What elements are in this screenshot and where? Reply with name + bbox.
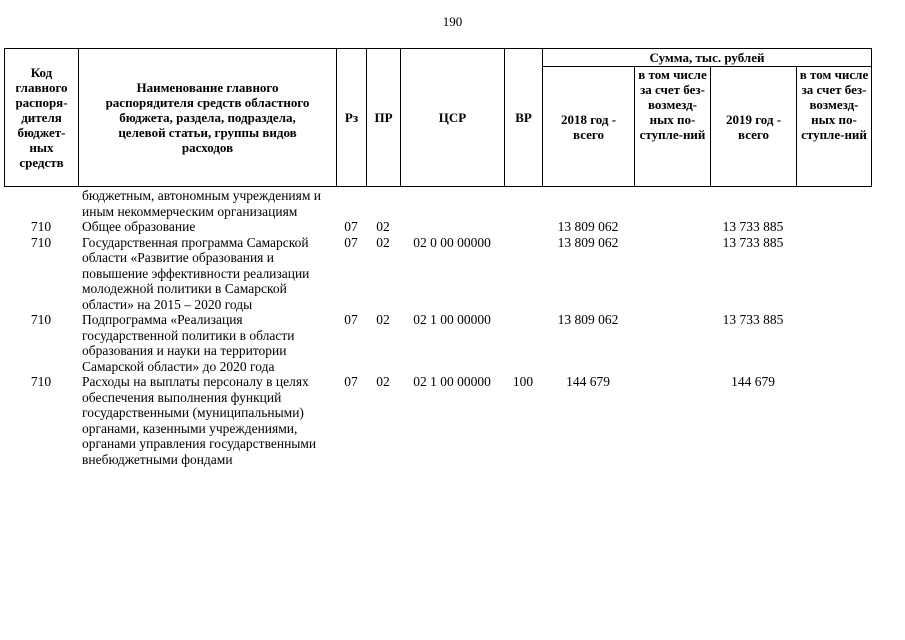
header-csr: ЦСР xyxy=(401,49,505,187)
table-row xyxy=(4,374,871,467)
row-name: Расходы на выплаты персоналу в целях обеспечения выполнения функций государственными (муниципальными) органами, казенными учреждениями, органами управления государственными внебюджетными фондами xyxy=(82,374,317,467)
row-2019-free xyxy=(796,188,871,219)
row-csr: 02 1 00 00000 xyxy=(413,312,491,327)
row-2018-total: 13 809 062 xyxy=(557,234,619,250)
row-vr xyxy=(504,188,542,219)
row-2018-total xyxy=(542,188,634,219)
header-2019-free: в том числе за счет без-возмезд-ных по-ступле-ний xyxy=(797,67,872,187)
header-2018-free: в том числе за счет без-возмезд-ных по-ступле-ний xyxy=(635,67,711,187)
row-pr xyxy=(366,188,400,219)
row-pr: 02 xyxy=(376,234,390,250)
row-pr: 02 xyxy=(376,312,390,327)
table-header xyxy=(4,48,872,187)
row-2018-free xyxy=(634,235,710,313)
row-csr xyxy=(400,188,504,219)
row-code xyxy=(4,188,78,219)
row-2019-total: 13 733 885 xyxy=(722,219,784,234)
row-csr: 02 1 00 00000 xyxy=(413,374,491,389)
header-name: Наименование главного распорядителя средств областного бюджета, раздела, подраздела, целевой статьи, группы видов расходов xyxy=(79,49,337,187)
row-rz: 07 xyxy=(344,312,358,327)
row-2018-free xyxy=(634,219,710,235)
header-sum-group: Сумма, тыс. рублей xyxy=(543,49,872,67)
row-vr: 100 xyxy=(512,374,534,389)
header-vr: ВР xyxy=(505,49,543,187)
header-2019-total: 2019 год - всего xyxy=(711,67,797,187)
header-rz: Рз xyxy=(337,49,367,187)
row-vr xyxy=(504,312,542,374)
table-row xyxy=(4,219,871,235)
header-pr: ПР xyxy=(367,49,401,187)
table-body xyxy=(4,188,871,467)
row-name: Государственная программа Самарской области «Развитие образования и повышение эффективности реализации молодежной политики в Самарской области» на 2015 – 2020 годы xyxy=(82,234,310,312)
row-rz: 07 xyxy=(344,374,358,389)
row-rz: 07 xyxy=(344,219,358,234)
row-csr xyxy=(400,219,504,235)
page-number: 190 xyxy=(442,14,463,29)
row-2018-total: 13 809 062 xyxy=(557,312,619,327)
row-2018-free xyxy=(634,312,710,374)
row-name: бюджетным, автономным учреждениям и иным некоммерческим организациям xyxy=(82,188,322,219)
table-row xyxy=(4,235,871,313)
header-2018-total: 2018 год - всего xyxy=(543,67,635,187)
row-code: 710 xyxy=(30,219,52,234)
header-code: Код главного распоря-дителя бюджет-ных средств xyxy=(5,49,79,187)
row-2019-free xyxy=(796,235,871,313)
row-vr xyxy=(504,219,542,235)
row-pr: 02 xyxy=(376,219,390,234)
row-rz xyxy=(336,188,366,219)
row-rz: 07 xyxy=(344,234,358,250)
row-name: Общее образование xyxy=(82,219,196,234)
row-2018-free xyxy=(634,374,710,467)
row-2019-total: 13 733 885 xyxy=(722,234,784,250)
row-pr: 02 xyxy=(376,374,390,389)
row-name: Подпрограмма «Реализация государственной политики в области образования и науки на территории Самарской области» до 2020 года xyxy=(82,312,295,374)
row-code: 710 xyxy=(30,312,52,327)
row-2019-free xyxy=(796,219,871,235)
row-2019-total: 13 733 885 xyxy=(722,312,784,327)
row-2019-total: 144 679 xyxy=(731,374,775,389)
row-2018-total: 144 679 xyxy=(566,374,610,389)
row-code: 710 xyxy=(30,234,52,250)
table-row xyxy=(4,312,871,374)
row-2019-free xyxy=(796,312,871,374)
table-row xyxy=(4,188,871,219)
row-2019-total xyxy=(710,188,796,219)
row-code: 710 xyxy=(30,374,52,389)
row-csr: 02 0 00 00000 xyxy=(413,234,491,250)
row-2018-total: 13 809 062 xyxy=(557,219,619,234)
row-vr xyxy=(504,235,542,313)
row-2019-free xyxy=(796,374,871,467)
row-2018-free xyxy=(634,188,710,219)
